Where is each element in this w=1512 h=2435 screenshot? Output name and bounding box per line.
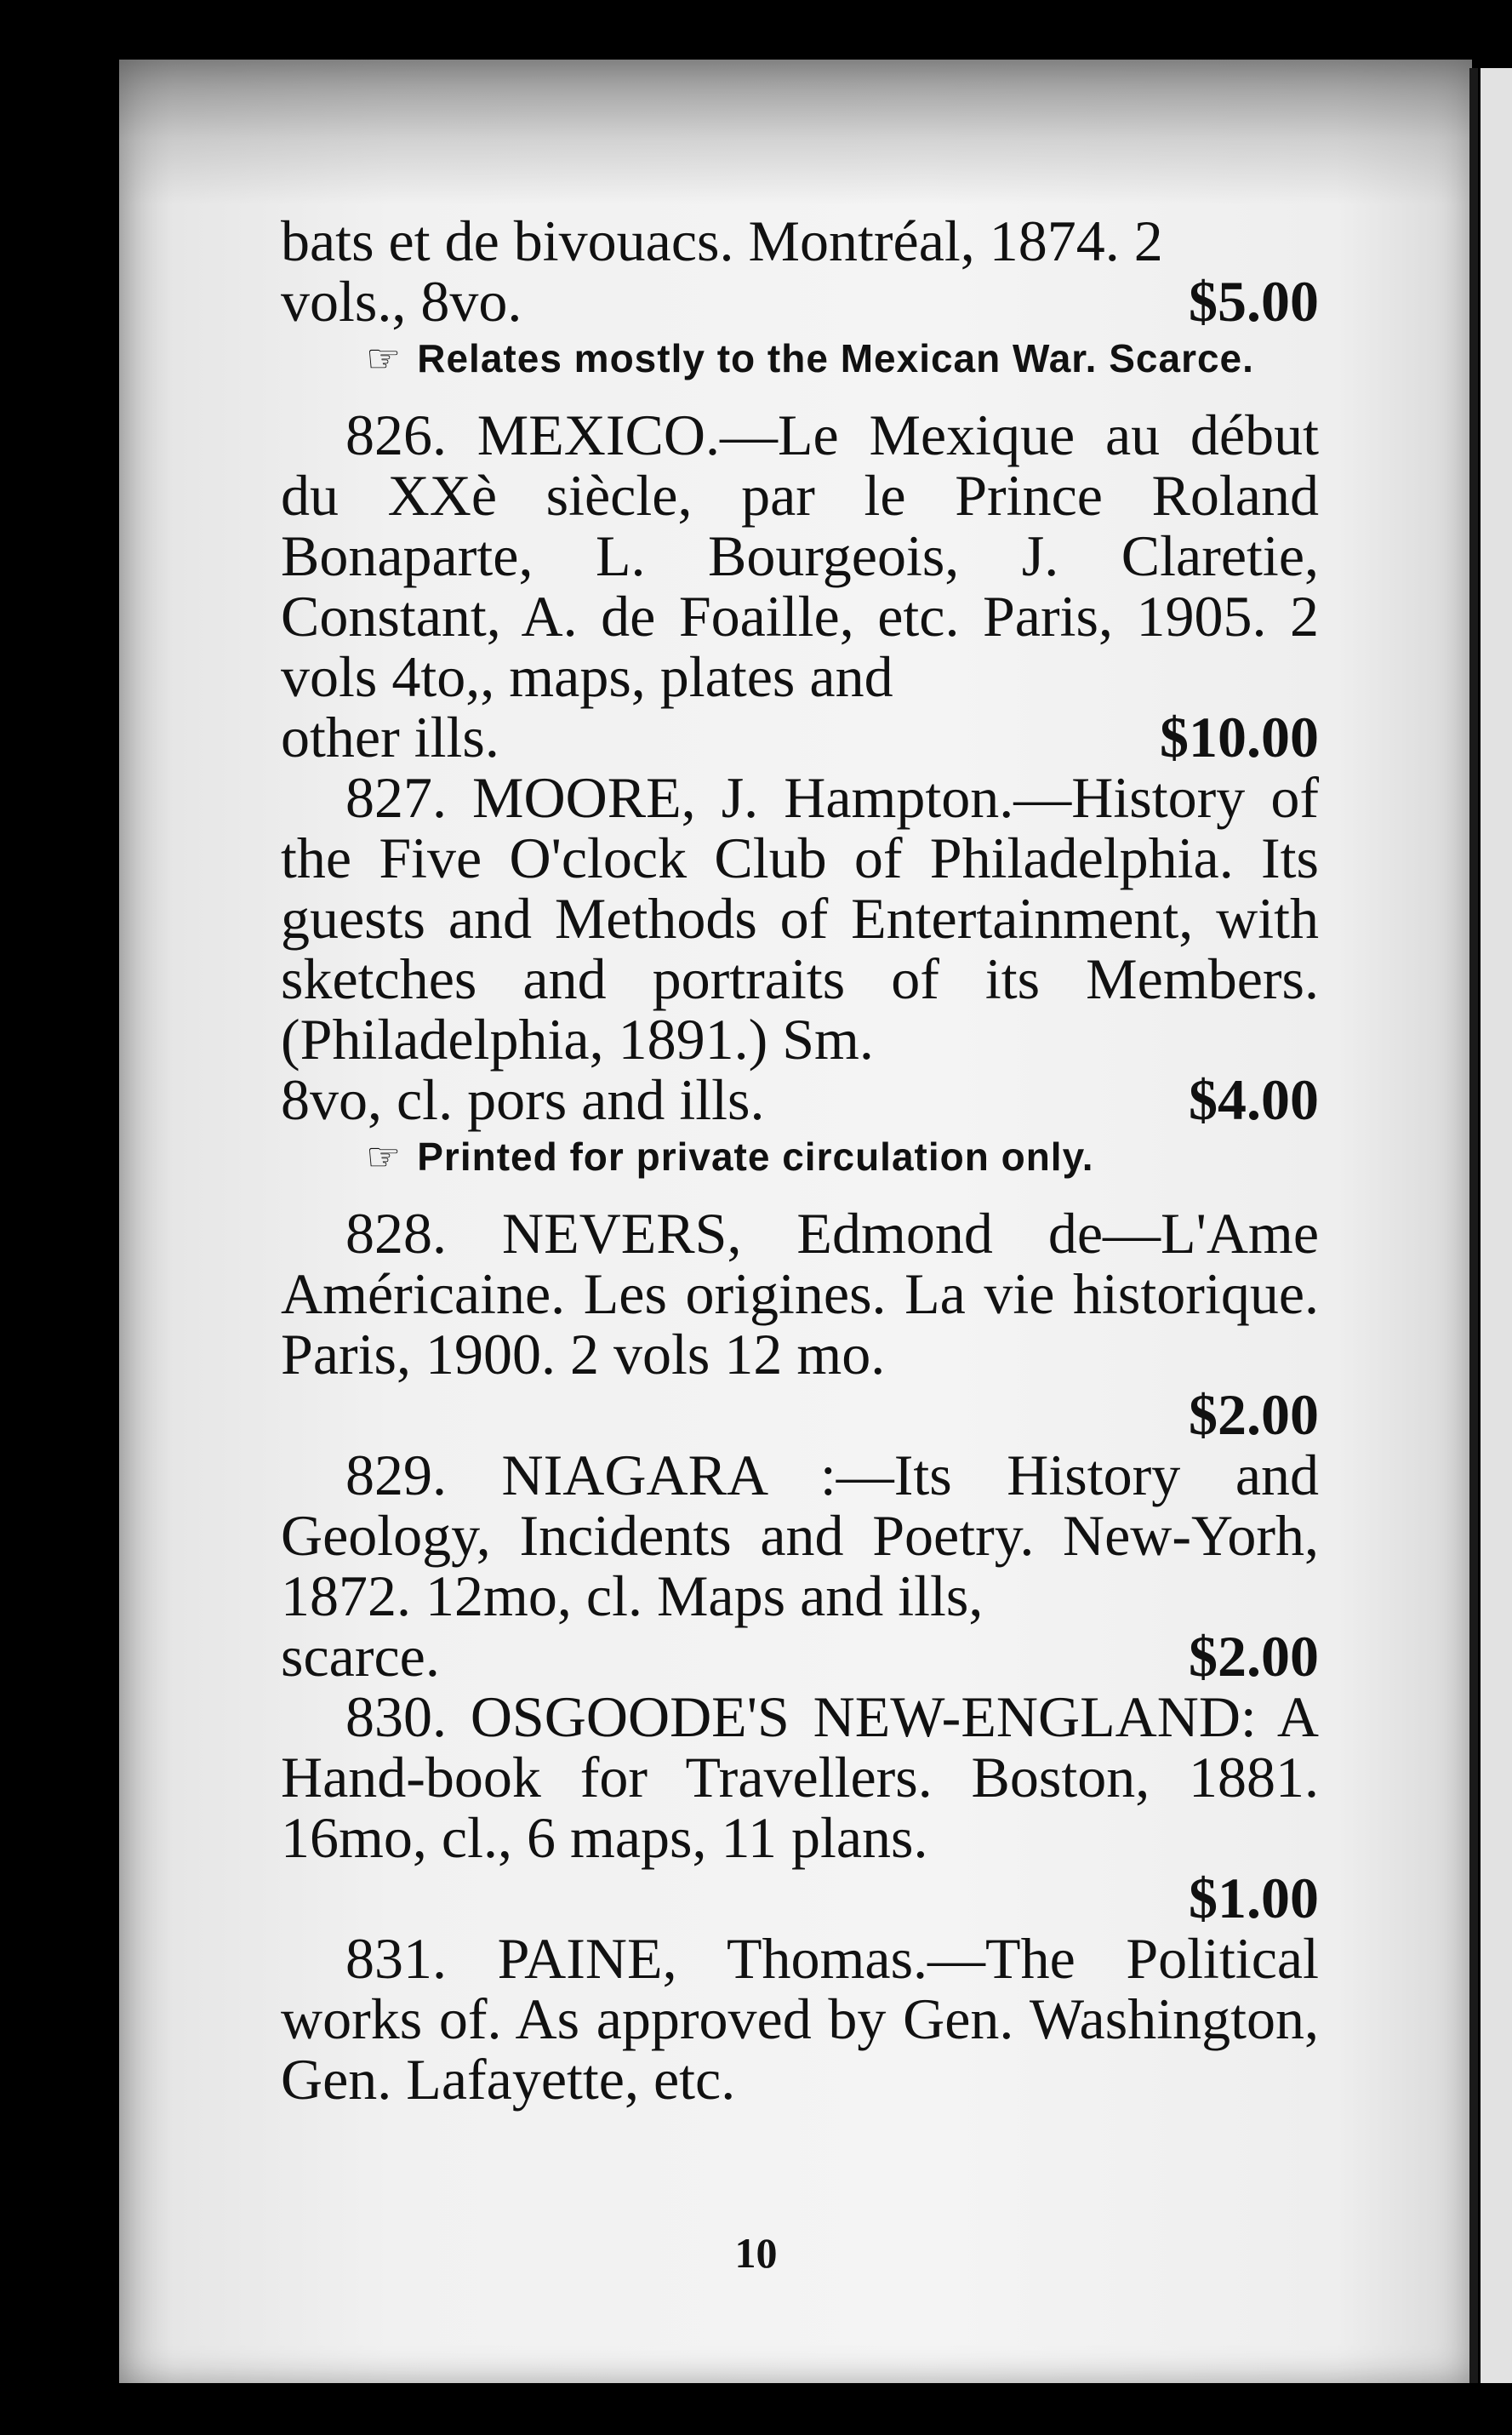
price: $2.00 — [1189, 1624, 1319, 1689]
price: $1.00 — [1189, 1866, 1319, 1930]
entry-827-last-line — [281, 1067, 1319, 1132]
catalog-entry-831: 831. PAINE, Thomas.—The Political works of. As approved by Gen. Washington, Gen. Lafayette, etc. — [281, 1926, 1319, 2112]
continued-entry-line: bats et de bivouacs. Montréal, 1874. 2 — [281, 209, 1163, 273]
entry-827-text-end: 8vo, cl. pors and ills. — [281, 1067, 765, 1132]
page-number: 10 — [734, 2229, 778, 2277]
entry-826-text-end: other ills. — [281, 705, 499, 769]
catalog-entry-826: 826. MEXICO.—Le Mexique au début du XXè siècle, par le Prince Roland Bonaparte, L. Bourgeois, J. Claretie, Constant, A. de Foaille, etc. Paris, 1905. 2 vols 4to,, maps, plates and — [281, 403, 1319, 709]
catalog-entry-829: 829. NIAGARA :—Its History and Geology, Incidents and Poetry. New-Yorh, 1872. 12mo, cl. Maps and ills, — [281, 1443, 1319, 1628]
note-text: Printed for private circulation only. — [417, 1135, 1094, 1179]
entry-note — [281, 337, 1319, 380]
price: $5.00 — [1189, 269, 1319, 334]
entry-829-text-end: scarce. — [281, 1624, 440, 1689]
catalog-entry-827: 827. MOORE, J. Hampton.—History of the Five O'clock Club of Philadelphia. Its guests and Methods of Entertainment, with sketches and portraits of its Members. (Philadelphia, 1891.) Sm. — [281, 765, 1319, 1072]
book-gutter — [1469, 68, 1478, 2383]
page-shadow — [119, 60, 1472, 204]
catalog-entry-830: 830. OSGOODE'S NEW-ENGLAND: A Hand-book for Travellers. Boston, 1881. 16mo, cl., 6 maps, 11 plans. — [281, 1684, 1319, 1870]
facing-page-edge — [1481, 68, 1512, 2383]
entry-826-last-line — [281, 707, 1319, 768]
entry-note — [281, 1135, 1319, 1178]
pointing-hand-icon: ☞ — [366, 1135, 402, 1179]
price: $10.00 — [1160, 705, 1319, 769]
note-text: Relates mostly to the Mexican War. Scarce. — [417, 336, 1254, 380]
price: $2.00 — [1189, 1382, 1319, 1447]
continued-entry-last-line — [281, 269, 1319, 334]
continued-entry-text: vols., 8vo. — [281, 269, 522, 334]
entry-829-last-line — [281, 1626, 1319, 1687]
catalog-text — [281, 211, 1319, 2110]
catalog-entry-828: 828. NEVERS, Edmond de—L'Ame Américaine. Les origines. La vie historique. Paris, 1900. 2 vols 12 mo. — [281, 1201, 1319, 1386]
price: $4.00 — [1189, 1067, 1319, 1132]
pointing-hand-icon: ☞ — [366, 336, 402, 380]
